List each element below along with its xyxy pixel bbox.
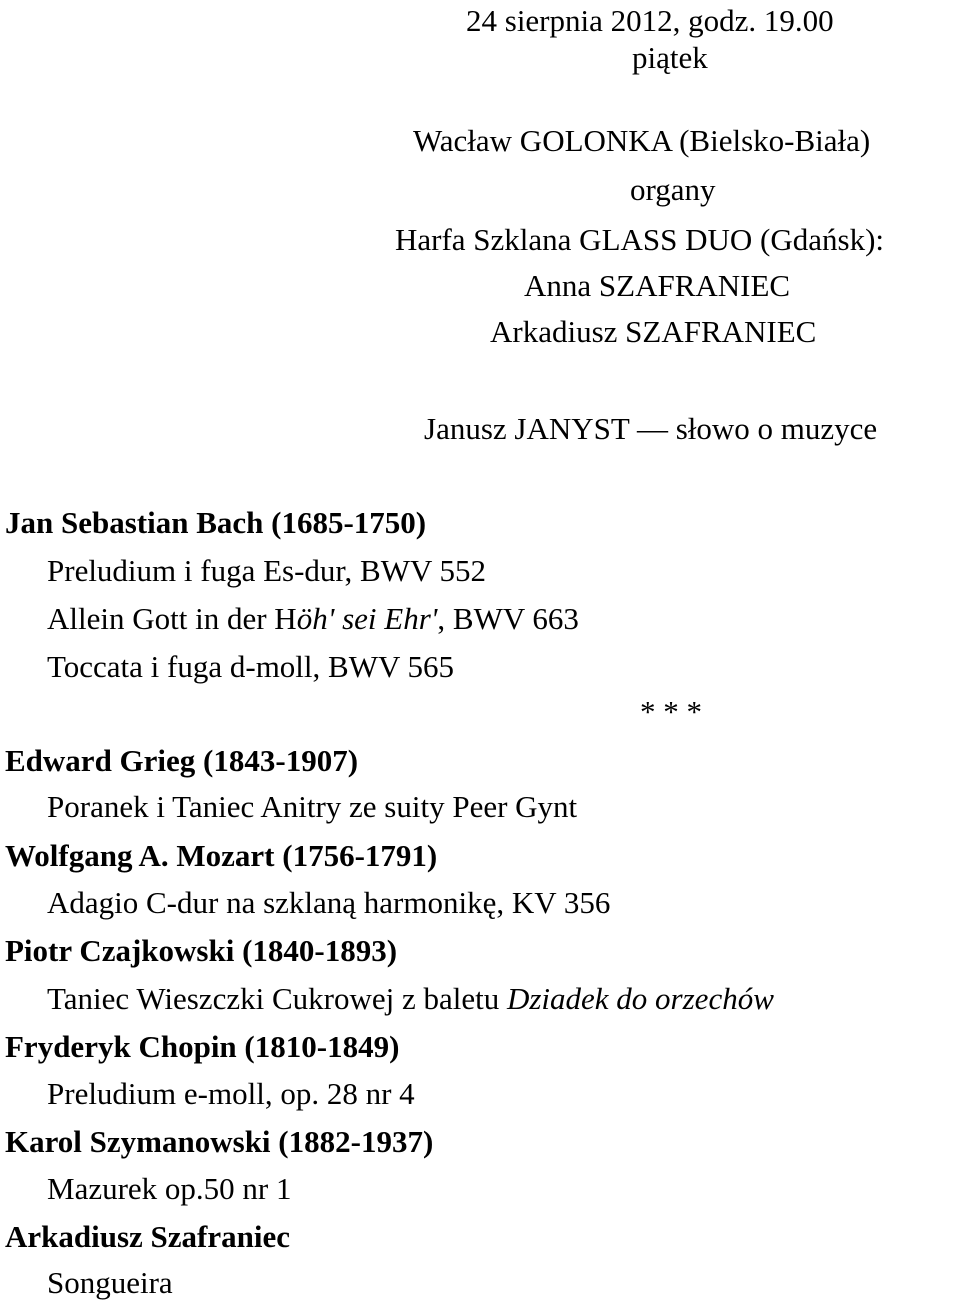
- work-bach-2-suffix: , BWV 663: [437, 601, 579, 636]
- composer-grieg: Edward Grieg (1843-1907): [5, 743, 359, 778]
- work-bach-3: Toccata i fuga d-moll, BWV 565: [47, 649, 455, 684]
- work-bach-2: [47, 601, 579, 637]
- work-czajkowski: [47, 981, 774, 1017]
- work-grieg: Poranek i Taniec Anitry ze suity Peer Gynt: [47, 789, 578, 824]
- work-mozart: Adagio C-dur na szklaną harmonikę, KV 356: [47, 885, 611, 920]
- work-bach-2-italic: öh' sei Ehr': [296, 601, 438, 636]
- composer-mozart: Wolfgang A. Mozart (1756-1791): [5, 838, 438, 873]
- work-bach-1: Preludium i fuga Es-dur, BWV 552: [47, 553, 487, 588]
- concert-date: 24 sierpnia 2012, godz. 19.00: [466, 3, 834, 38]
- composer-bach: Jan Sebastian Bach (1685-1750): [5, 505, 427, 540]
- work-szymanowski: Mazurek op.50 nr 1: [47, 1171, 292, 1206]
- work-bach-2-prefix: Allein Gott in der H: [47, 601, 297, 636]
- ensemble-member-2: Arkadiusz SZAFRANIEC: [490, 314, 817, 349]
- work-szafraniec: Songueira: [47, 1265, 173, 1300]
- performer-ensemble: Harfa Szklana GLASS DUO (Gdańsk):: [395, 222, 885, 257]
- composer-czajkowski: Piotr Czajkowski (1840-1893): [5, 933, 398, 968]
- performer-organist: Wacław GOLONKA (Bielsko-Biała): [413, 123, 871, 158]
- work-czajkowski-italic: Dziadek do orzechów: [506, 981, 774, 1016]
- concert-weekday: piątek: [632, 40, 708, 75]
- ensemble-member-1: Anna SZAFRANIEC: [524, 268, 791, 303]
- commentary-credit: Janusz JANYST — słowo o muzyce: [424, 411, 878, 446]
- work-czajkowski-prefix: Taniec Wieszczki Cukrowej z baletu: [47, 981, 507, 1016]
- composer-szafraniec: Arkadiusz Szafraniec: [5, 1219, 291, 1254]
- section-separator: * * *: [640, 694, 702, 729]
- performer-instrument: organy: [630, 172, 716, 207]
- composer-szymanowski: Karol Szymanowski (1882-1937): [5, 1124, 434, 1159]
- work-chopin: Preludium e-moll, op. 28 nr 4: [47, 1076, 415, 1111]
- composer-chopin: Fryderyk Chopin (1810-1849): [5, 1029, 400, 1064]
